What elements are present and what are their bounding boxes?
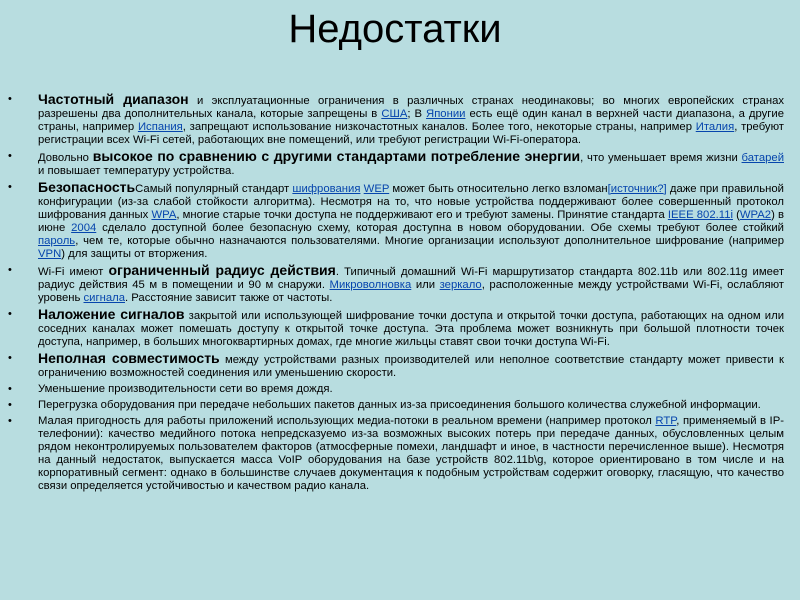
link-source-needed[interactable]: [источник?] (607, 183, 667, 195)
link-japan[interactable]: Японии (426, 108, 466, 120)
link-usa[interactable]: США (381, 108, 408, 120)
link-vpn[interactable]: VPN (38, 248, 62, 260)
list-item-realtime-media: • Малая пригодность для работы приложений использующих медиа-потоки в реальном времени (например протокол RTP, применяемый в IP-телефонии): качество медийного потока непредсказуемо из-за возможных высоких потерь при передаче данных, обусловленных целым рядом неконтролируемых пользователем факторов (атмосферные помехи, ландшафт и иное, в частности перечисленное выше). Несмотря на данный недостаток, выпускается масса VoIP оборудования на базе устройств 802.11b\g, которое ориентировано в том числе и на корпоративный сегмент: однако в большинстве случаев документация к подобным устройствам содержит оговорку, гласящую, что качество связи определяется устойчивостью и качеством радио канала. (38, 415, 784, 493)
link-microwave[interactable]: Микроволновка (329, 279, 412, 291)
link-2004[interactable]: 2004 (71, 222, 97, 234)
link-encryption[interactable]: шифрования (292, 183, 361, 195)
item-lead: ограниченный радиус действия (108, 262, 336, 278)
link-rtp[interactable]: RTP (655, 415, 677, 427)
item-lead: Наложение сигналов (38, 306, 185, 322)
list-item-rain: • Уменьшение производительности сети во время дождя. (38, 383, 784, 396)
list-item-power-consumption: • Довольно высокое по сравнению с другими стандартами потребление энергии, что уменьшает время жизни батарей и повышает температуру устройства. (38, 150, 784, 178)
link-signal[interactable]: сигнала (83, 292, 125, 304)
slide-title: Недостатки (288, 7, 502, 51)
item-lead: высокое по сравнению с другими стандартами потребление энергии (92, 148, 581, 164)
list-item-frequency-range: • Частотный диапазон и эксплуатационные ограничения в различных странах неодинаковы; во многих европейских странах разрешены два дополнительных канала, которые запрещены в США; В Японии есть ещё один канал в верхней части диапазона, а другие страны, например Испания, запрещают использование низкочастотных каналов. Более того, некоторые страны, например Италия, требуют регистрации всех Wi-Fi сетей, работающих вне помещений, или требуют регистрации Wi-Fi-оператора. (38, 93, 784, 147)
link-wpa2[interactable]: WPA2 (739, 209, 772, 221)
link-wpa[interactable]: WPA (151, 209, 177, 221)
link-italy[interactable]: Италия (695, 121, 735, 133)
link-spain[interactable]: Испания (137, 121, 183, 133)
item-lead: Неполная совместимость (38, 350, 220, 366)
list-item-compatibility: • Неполная совместимость между устройствами разных производителей или неполное соответствие стандарту может привести к ограничению возможностей соединения или уменьшению скорости. (38, 352, 784, 380)
link-batteries[interactable]: батарей (741, 152, 784, 164)
link-ieee-80211i[interactable]: IEEE 802.11i (667, 209, 733, 221)
list-item-signal-overlap: • Наложение сигналов закрытой или использующей шифрование точки доступа и открытой точки доступа, работающих на одном или соседних каналах может помешать доступу к открытой точке доступа. Эта проблема может возникнуть при большой плотности точек доступа, например, в больших многоквартирных домах, где многие жильцы ставят свои точки доступа Wi-Fi. (38, 308, 784, 349)
item-lead: Безопасность (38, 179, 136, 195)
link-password[interactable]: пароль (38, 235, 76, 247)
link-mirror[interactable]: зеркало (439, 279, 482, 291)
item-lead: Частотный диапазон (38, 91, 189, 107)
list-item-overhead: • Перегрузка оборудования при передаче небольших пакетов данных из-за присоединения большого количества служебной информации. (38, 399, 784, 412)
list-item-security: • БезопасностьСамый популярный стандарт шифрования WEP может быть относительно легко взломан[источник?] даже при правильной конфигурации (из-за слабой стойкости алгоритма). Несмотря на то, что новые устройства поддерживают более совершенный протокол шифрования данных WPA, многие старые точки доступа не поддерживают его и требуют замены. Принятие стандарта IEEE 802.11i (WPA2) в июне 2004 сделало доступной более безопасную схему, которая доступна в новом оборудовании. Обе схемы требуют более стойкий пароль, чем те, которые обычно назначаются пользователями. Многие организации используют дополнительное шифрование (например VPN) для защиты от вторжения. (38, 181, 784, 261)
link-wep[interactable]: WEP (363, 183, 390, 195)
disadvantages-list (0, 93, 784, 496)
list-item-range: • Wi-Fi имеют ограниченный радиус действия. Типичный домашний Wi-Fi маршрутизатор стандарта 802.11b или 802.11g имеет радиус действия 45 м в помещении и 90 м снаружи. Микроволновка или зеркало, расположенные между устройствами Wi-Fi, ослабляют уровень сигнала. Расстояние зависит также от частоты. (38, 264, 784, 305)
